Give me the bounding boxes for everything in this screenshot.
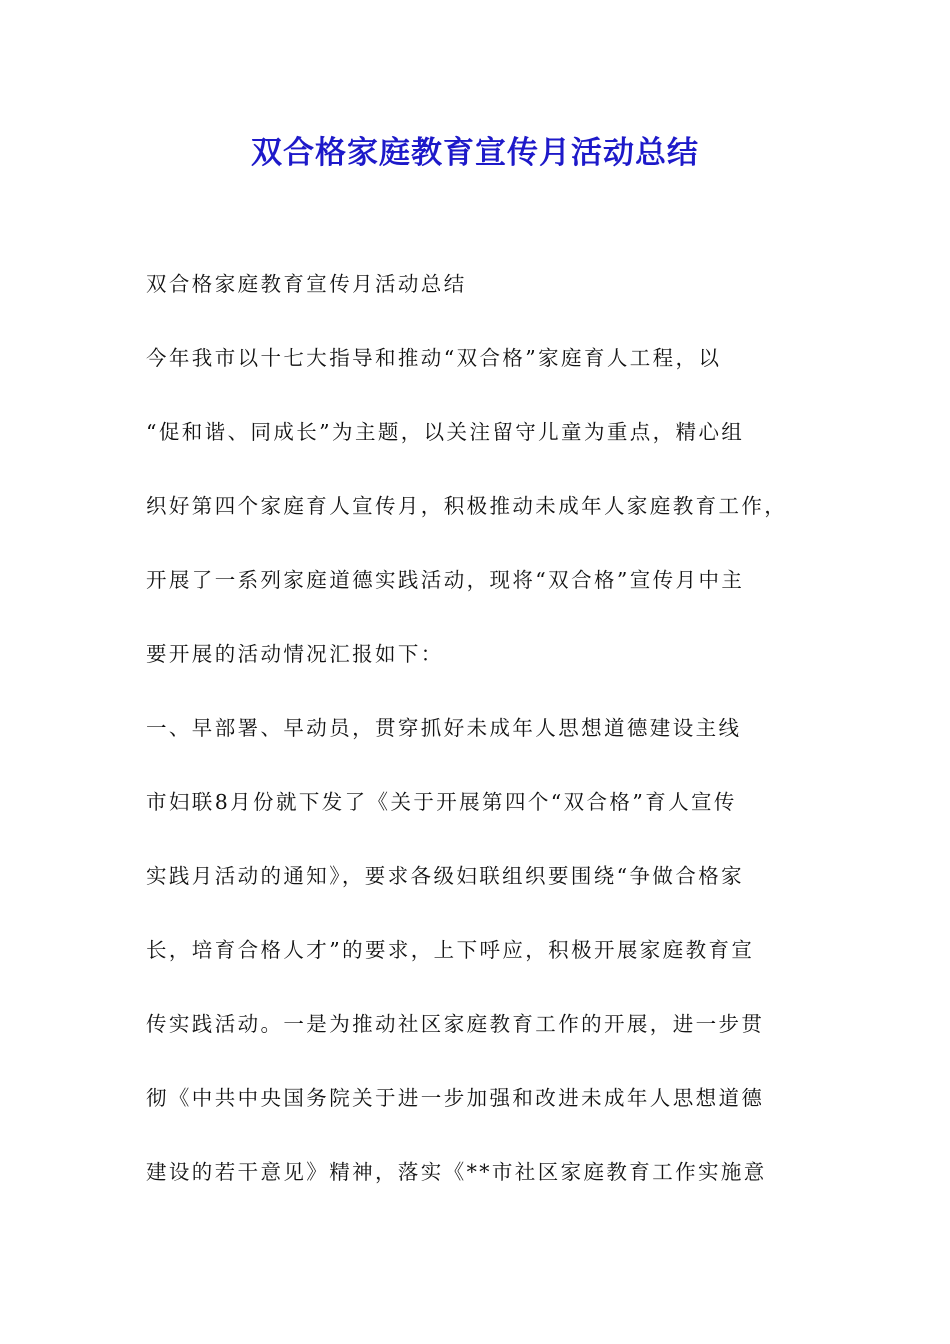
body-line: 长，培育合格人才”的要求，上下呼应，积极开展家庭教育宣 bbox=[146, 938, 755, 962]
body-line: 今年我市以十七大指导和推动“双合格”家庭育人工程，以 bbox=[146, 346, 722, 370]
section-heading: 一、早部署、早动员，贯穿抓好未成年人思想道德建设主线 bbox=[146, 716, 742, 740]
body-line: “促和谐、同成长”为主题，以关注留守儿童为重点，精心组 bbox=[146, 420, 745, 444]
body-line: 建设的若干意见》精神，落实《**市社区家庭教育工作实施意 bbox=[146, 1160, 767, 1184]
document-body bbox=[146, 262, 806, 1224]
body-line: 织好第四个家庭育人宣传月，积极推动未成年人家庭教育工作， bbox=[146, 494, 788, 518]
body-line: 要开展的活动情况汇报如下： bbox=[146, 642, 444, 666]
body-line: 传实践活动。一是为推动社区家庭教育工作的开展，进一步贯 bbox=[146, 1012, 765, 1036]
body-line: 开展了一系列家庭道德实践活动，现将“双合格”宣传月中主 bbox=[146, 568, 745, 592]
body-line-subtitle: 双合格家庭教育宣传月活动总结 bbox=[146, 272, 467, 296]
document-title: 双合格家庭教育宣传月活动总结 bbox=[251, 135, 699, 171]
body-line: 彻《中共中央国务院关于进一步加强和改进未成年人思想道德 bbox=[146, 1086, 765, 1110]
body-line: 市妇联8月份就下发了《关于开展第四个“双合格”育人宣传 bbox=[146, 790, 737, 814]
body-line: 实践月活动的通知》，要求各级妇联组织要围绕“争做合格家 bbox=[146, 864, 745, 888]
